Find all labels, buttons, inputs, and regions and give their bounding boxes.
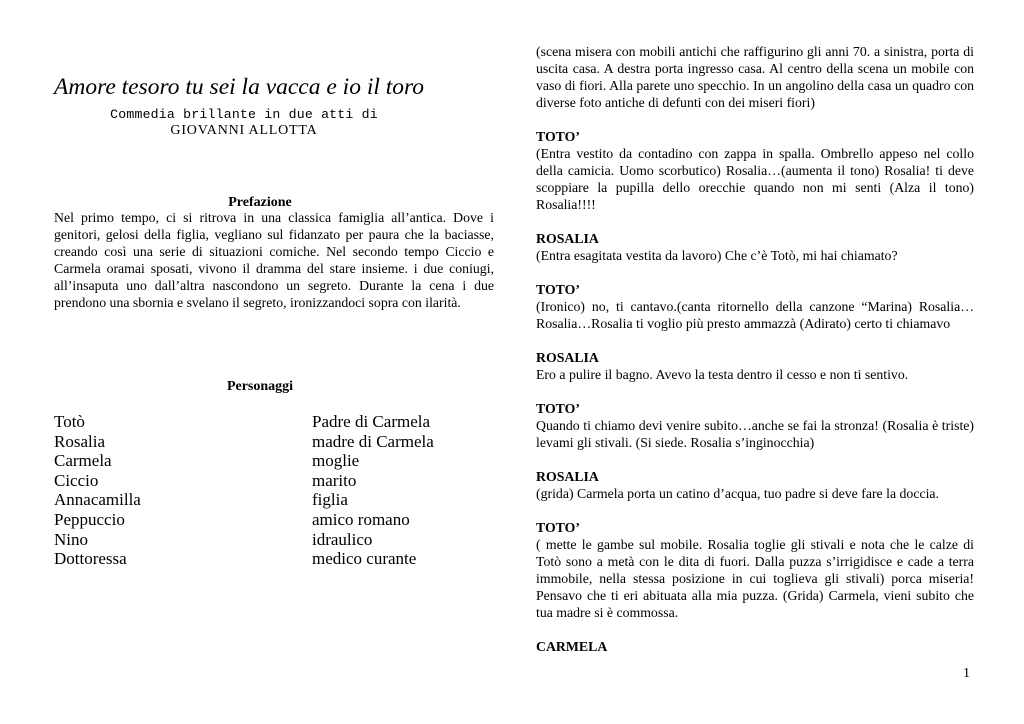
cast-name: Nino	[54, 529, 88, 549]
cast-role: madre di Carmela	[312, 431, 434, 451]
dialogue-line: (Entra vestito da contadino con zappa in spalla. Ombrello appeso nel collo della camicia. Uomo scorbutico) Rosalia…(aumenta il tono) Rosalia! ti deve scoppiare la pupilla dello orecchie quando non mi senti (Alza il tono) Rosalia!!!!	[536, 146, 974, 212]
cast-row	[54, 530, 494, 550]
cast-name: Carmela	[54, 451, 112, 471]
cast-role: medico curante	[312, 549, 417, 569]
prefazione-text: Nel primo tempo, ci si ritrova in una classica famiglia all’antica. Dove i genitori, gelosi della figlia, vegliano sul fidanzato per paura che la baciasse, creando così una serie di situazioni comiche. Nel secondo tempo Ciccio e Carmela oramai sposati, vivono il dramma del stare insieme. i due coniugi, all’insaputa uno dall’altra nascondono un segreto. Durante la cena i due prendono una sbornia e svelano il segreto, ironizzandoci sopra con ilarità.	[54, 210, 494, 310]
cast-role: marito	[312, 470, 357, 490]
cast-row	[54, 549, 494, 569]
speaker-name: ROSALIA	[536, 350, 599, 365]
dialogue-line: (Ironico) no, ti cantavo.(canta ritornello della canzone “Marina) Rosalia… Rosalia…Rosalia ti voglio più presto ammazzà (Adirato) certo ti chiamavo	[536, 299, 974, 331]
speaker-name: ROSALIA	[536, 231, 599, 246]
cast-row	[54, 412, 494, 432]
cast-row	[54, 471, 494, 491]
cast-name: Ciccio	[54, 470, 99, 490]
dialogue-line: Quando ti chiamo devi venire subito…anche se fai la stronza! (Rosalia è triste) levami gli stivali. (Si siede. Rosalia s’inginocchia)	[536, 418, 974, 450]
play-author: GIOVANNI ALLOTTA	[170, 123, 318, 138]
cast-row	[54, 432, 494, 452]
cast-name: Dottoressa	[54, 549, 127, 569]
dialogue-line: Ero a pulire il bagno. Avevo la testa dentro il cesso e non ti sentivo.	[536, 367, 909, 382]
prefazione-heading: Prefazione	[228, 195, 292, 210]
left-column	[54, 70, 494, 569]
speaker-name: TOTO’	[536, 129, 580, 144]
cast-name: Rosalia	[54, 431, 105, 451]
speaker-name: ROSALIA	[536, 469, 599, 484]
cast-role: figlia	[312, 490, 348, 510]
cast-row	[54, 490, 494, 510]
cast-name: Annacamilla	[54, 490, 141, 510]
personaggi-heading: Personaggi	[226, 379, 294, 394]
right-column	[536, 43, 974, 655]
cast-role: moglie	[312, 451, 360, 471]
speaker-name: TOTO’	[536, 282, 580, 297]
cast-row	[54, 451, 494, 471]
cast-role: amico romano	[312, 509, 410, 529]
dialogue-line: (Entra esagitata vestita da lavoro) Che c’è Totò, mi hai chiamato?	[536, 248, 898, 263]
dialogue-line: ( mette le gambe sul mobile. Rosalia toglie gli stivali e nota che le calze di Totò sono a metà con le dita di fuori. Dalla puzza s’irrigidisce e cade a terra immobile, nella stessa posizione in cui toglieva gli stivali) porca miseria! Pensavo che ti eri abituata alla mia puzza. (Grida) Carmela, vieni subito che tua madre si è commossa.	[536, 537, 974, 620]
cast-row	[54, 510, 494, 530]
cast-name: Totò	[54, 412, 85, 431]
cast-role: idraulico	[312, 529, 373, 549]
speaker-name: TOTO’	[536, 401, 580, 416]
cast-name: Peppuccio	[54, 509, 125, 529]
dialogue-line: (grida) Carmela porta un catino d’acqua, tuo padre si deve fare la doccia.	[536, 486, 939, 501]
cast-list	[54, 412, 494, 569]
cast-role: Padre di Carmela	[312, 412, 431, 431]
page-number: 1	[963, 666, 970, 681]
speaker-name: CARMELA	[536, 639, 608, 654]
play-subtitle: Commedia brillante in due atti di	[110, 107, 378, 122]
stage-direction: (scena misera con mobili antichi che raffigurino gli anni 70. a sinistra, porta di uscita casa. A destra porta ingresso casa. Al centro della scena un mobile con vaso di fiori. Alla parete uno specchio. In un angolino della casa un quadro con diverse foto antiche di defunti con dei miseri fiori)	[536, 44, 974, 110]
play-title: Amore tesoro tu sei la vacca e io il toro	[54, 74, 425, 100]
speaker-name: TOTO’	[536, 520, 580, 535]
